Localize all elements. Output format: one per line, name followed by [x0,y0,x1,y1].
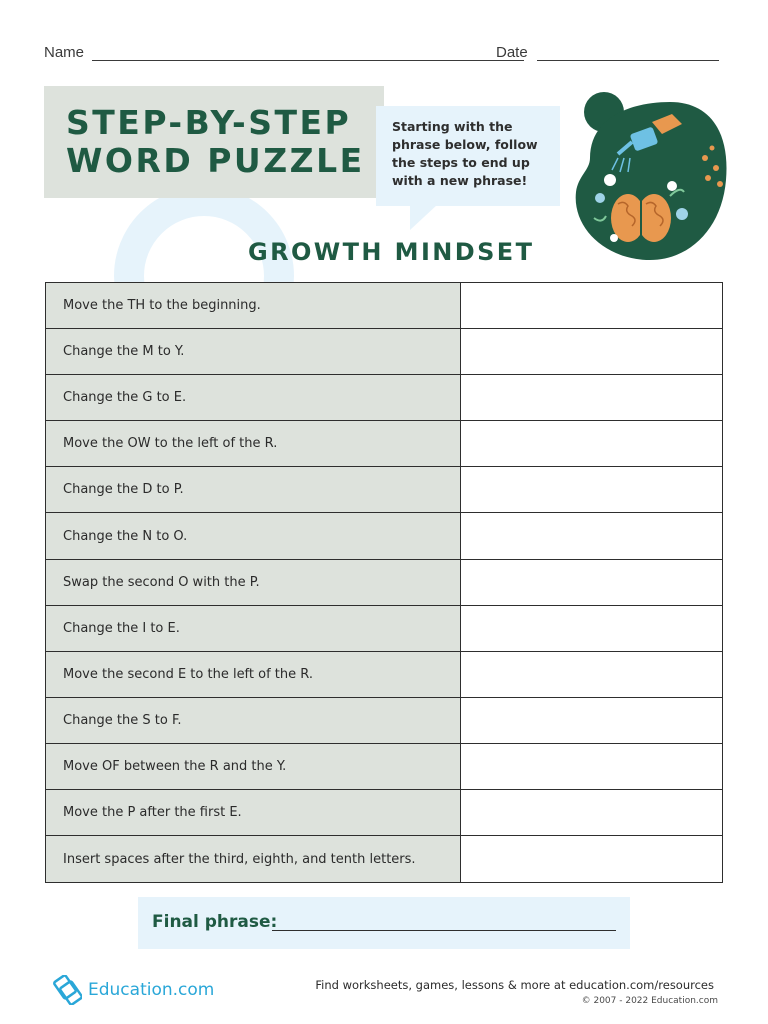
step-answer-field[interactable] [461,513,722,558]
page-title [66,104,365,180]
starting-phrase: GROWTH MINDSET [248,238,535,266]
step-row [46,375,722,421]
instruction-bubble [376,106,560,206]
step-row [46,652,722,698]
step-answer-field[interactable] [461,329,722,374]
step-answer-field[interactable] [461,283,722,328]
step-instruction: Move the TH to the beginning. [46,283,461,328]
step-instruction: Change the D to P. [46,467,461,512]
education-logo [52,972,214,1008]
step-row [46,283,722,329]
bubble-tail [410,204,438,230]
step-instruction: Change the M to Y. [46,329,461,374]
step-instruction: Change the G to E. [46,375,461,420]
title-box [44,86,384,198]
step-instruction: Move the OW to the left of the R. [46,421,461,466]
logo-text: Education.com [88,980,215,1000]
final-phrase-label: Final phrase: [152,912,278,932]
title-line-2: WORD PUZZLE [66,141,365,180]
step-answer-field[interactable] [461,652,722,697]
step-answer-field[interactable] [461,744,722,789]
step-answer-field[interactable] [461,698,722,743]
name-date-row [44,44,724,66]
step-answer-field[interactable] [461,790,722,835]
step-instruction: Change the S to F. [46,698,461,743]
step-row [46,329,722,375]
education-logo-icon [52,975,82,1005]
footer-link-text: Find worksheets, games, lessons & more at education.com/resources [315,978,714,992]
copyright: © 2007 - 2022 Education.com [581,996,718,1006]
step-row [46,790,722,836]
step-answer-field[interactable] [461,467,722,512]
step-row [46,836,722,882]
step-instruction: Change the I to E. [46,606,461,651]
step-answer-field[interactable] [461,606,722,651]
steps-table [45,282,723,883]
step-instruction: Change the N to O. [46,513,461,558]
instruction-text: Starting with the phrase below, follow the steps to end up with a new phrase! [392,119,538,188]
step-row [46,744,722,790]
step-row [46,467,722,513]
step-row [46,606,722,652]
date-field[interactable] [537,60,719,61]
date-label: Date [496,44,528,61]
step-answer-field[interactable] [461,836,722,882]
name-field[interactable] [92,60,524,61]
final-phrase-field[interactable] [272,930,616,931]
step-row [46,698,722,744]
step-row [46,421,722,467]
step-instruction: Move OF between the R and the Y. [46,744,461,789]
final-phrase-box [138,897,630,949]
step-instruction: Swap the second O with the P. [46,560,461,605]
step-instruction: Move the second E to the left of the R. [46,652,461,697]
title-line-1: STEP-BY-STEP [66,103,352,142]
step-instruction: Insert spaces after the third, eighth, and tenth letters. [46,836,461,882]
name-label: Name [44,44,85,61]
watering-can-brain-icon [570,88,740,268]
step-answer-field[interactable] [461,560,722,605]
step-answer-field[interactable] [461,421,722,466]
step-instruction: Move the P after the first E. [46,790,461,835]
step-row [46,513,722,559]
step-answer-field[interactable] [461,375,722,420]
step-row [46,560,722,606]
